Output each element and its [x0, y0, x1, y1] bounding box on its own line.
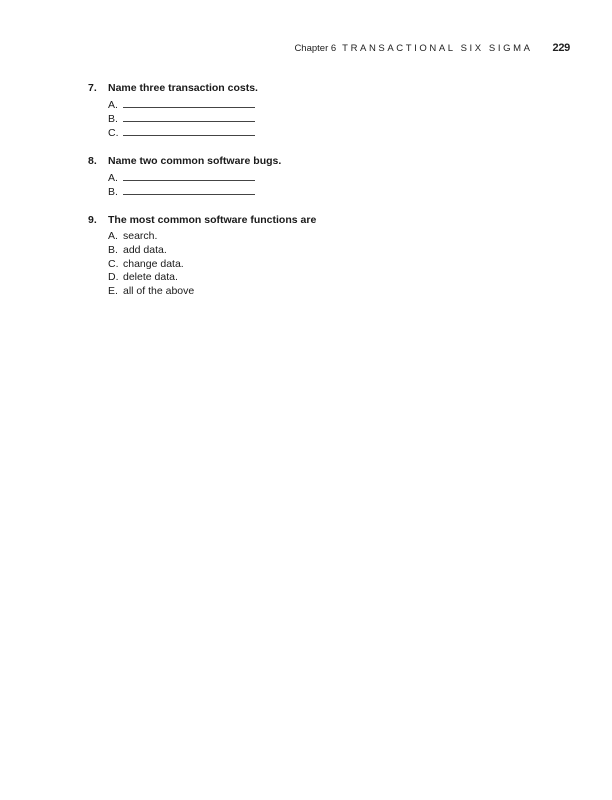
- answer-text: delete data.: [123, 271, 178, 284]
- answer-text: change data.: [123, 257, 184, 270]
- answer-blank[interactable]: [123, 98, 255, 108]
- answer-list: [108, 230, 316, 299]
- answer-letter: B.: [108, 185, 118, 198]
- answer-letter: A.: [108, 99, 118, 111]
- answer-list: [108, 98, 258, 139]
- answer-line: [108, 112, 258, 126]
- question-8: [88, 155, 281, 199]
- answer-text: all of the above: [123, 285, 195, 298]
- answer-line: [108, 171, 281, 185]
- answer-text: add data.: [123, 243, 167, 256]
- answer-letter: A.: [108, 230, 118, 242]
- question-text: Name two common software bugs.: [108, 155, 282, 167]
- page-number: 229: [552, 42, 570, 54]
- answer-letter: E.: [108, 285, 118, 298]
- answer-letter: A.: [108, 172, 118, 184]
- answer-blank[interactable]: [123, 112, 255, 122]
- question-7: [88, 82, 258, 139]
- question-number: 9.: [88, 214, 97, 226]
- answer-list: [108, 171, 281, 199]
- running-head: [294, 42, 570, 54]
- answer-option: [108, 230, 316, 244]
- answer-line: [108, 98, 258, 112]
- answer-option: [108, 258, 316, 272]
- answer-blank[interactable]: [123, 126, 255, 136]
- answer-letter: B.: [108, 112, 118, 125]
- answer-option: [108, 271, 316, 285]
- answer-letter: C.: [108, 257, 119, 270]
- answer-text: search.: [123, 230, 158, 242]
- answer-letter: C.: [108, 126, 119, 139]
- question-number: 7.: [88, 82, 97, 94]
- answer-blank[interactable]: [123, 171, 255, 181]
- question-9: [88, 214, 316, 299]
- answer-letter: D.: [108, 271, 119, 284]
- answer-line: [108, 185, 281, 199]
- answer-option: [108, 244, 316, 258]
- answer-line: [108, 126, 258, 140]
- answer-option: [108, 285, 316, 299]
- question-number: 8.: [88, 155, 97, 167]
- question-text: Name three transaction costs.: [108, 82, 258, 94]
- chapter-label: Chapter 6: [294, 43, 337, 54]
- answer-letter: B.: [108, 243, 118, 256]
- chapter-title: TRANSACTIONAL SIX SIGMA: [342, 43, 533, 54]
- question-text: The most common software functions are: [108, 214, 317, 226]
- answer-blank[interactable]: [123, 185, 255, 195]
